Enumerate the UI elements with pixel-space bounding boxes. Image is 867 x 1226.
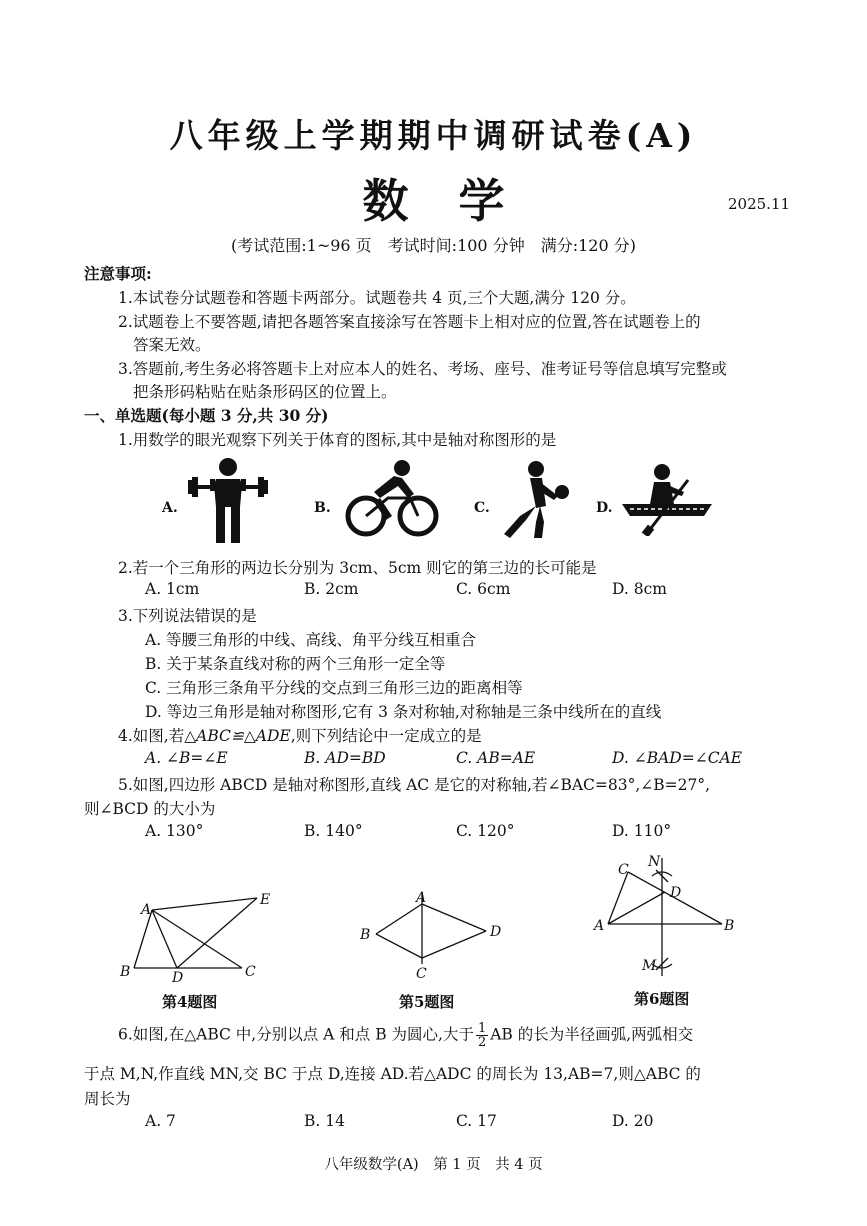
fig6-point-label: A bbox=[594, 918, 605, 934]
q1-label-b: B. bbox=[314, 500, 331, 516]
fig4-point-label: D bbox=[172, 970, 184, 984]
q2-option-c: C. 6cm bbox=[456, 580, 511, 598]
figure-5-caption: 第5题图 bbox=[399, 993, 455, 1011]
q5-stem-line1: 5.如图,四边形 ABCD 是轴对称图形,直线 AC 是它的对称轴,若∠BAC=83°,∠B=27°, bbox=[118, 776, 711, 794]
volleyball-icon bbox=[496, 460, 576, 540]
q3-option-a: A. 等腰三角形的中线、高线、角平分线互相重合 bbox=[145, 631, 477, 649]
fraction-denominator: 2 bbox=[477, 1035, 487, 1050]
exam-info: (考试范围:1~96 页 考试时间:100 分钟 满分:120 分) bbox=[231, 236, 636, 255]
note-item: 2.试题卷上不要答题,请把各题答案直接涂写在答题卡上相对应的位置,答在试题卷上的 bbox=[118, 313, 701, 331]
figure-6-diagram bbox=[588, 852, 748, 984]
q6-option-d: D. 20 bbox=[612, 1112, 654, 1130]
q6-stem-line1 bbox=[118, 1022, 693, 1049]
fig6-point-label: M bbox=[642, 958, 657, 974]
fig4-point-label: A bbox=[141, 902, 152, 918]
fig5-point-label: B bbox=[360, 927, 371, 943]
q2-option-a: A. 1cm bbox=[145, 580, 200, 598]
note-item: 3.答题前,考生务必将答题卡上对应本人的姓名、考场、座号、准考证号等信息填写完整或 bbox=[118, 360, 727, 378]
page-footer: 八年级数学(A) 第 1 页 共 4 页 bbox=[324, 1157, 543, 1173]
fig4-point-label: C bbox=[245, 964, 256, 980]
q6-line1-prefix: 6.如图,在△ABC 中,分别以点 A 和点 B 为圆心,大于 bbox=[118, 1025, 474, 1044]
q6-stem-line3: 周长为 bbox=[84, 1090, 131, 1108]
q5-option-d: D. 110° bbox=[612, 822, 672, 840]
fig6-point-label: C bbox=[618, 862, 629, 878]
fraction-numerator: 1 bbox=[477, 1021, 487, 1036]
q6-option-b: B. 14 bbox=[304, 1112, 345, 1130]
fig4-point-label: E bbox=[260, 892, 271, 908]
rowing-icon bbox=[618, 462, 716, 536]
note-item: 把条形码粘贴在贴条形码区的位置上。 bbox=[133, 383, 397, 401]
q5-option-a: A. 130° bbox=[145, 822, 204, 840]
q1-label-c: C. bbox=[474, 500, 490, 516]
q6-stem-line2: 于点 M,N,作直线 MN,交 BC 于点 D,连接 AD.若△ADC 的周长为 13,AB=7,则△ABC 的 bbox=[84, 1065, 701, 1083]
q5-option-b: B. 140° bbox=[304, 822, 363, 840]
notes-heading: 注意事项: bbox=[84, 264, 152, 283]
fig5-point-label: D bbox=[490, 924, 502, 940]
figure-6-caption: 第6题图 bbox=[634, 990, 690, 1008]
q6-fraction bbox=[476, 1022, 488, 1049]
q2-option-d: D. 8cm bbox=[612, 580, 667, 598]
q5-option-c: C. 120° bbox=[456, 822, 515, 840]
q4-stem-suffix: ,则下列结论中一定成立的是 bbox=[290, 727, 482, 745]
weightlifting-icon bbox=[188, 455, 268, 545]
q3-option-b: B. 关于某条直线对称的两个三角形一定全等 bbox=[145, 655, 446, 673]
fig4-point-label: B bbox=[120, 964, 131, 980]
exam-title: 八年级上学期期中调研试卷(A) bbox=[169, 116, 698, 155]
fig5-point-label: A bbox=[416, 890, 427, 906]
q4-stem bbox=[118, 724, 482, 746]
q1-stem: 1.用数学的眼光观察下列关于体育的图标,其中是轴对称图形的是 bbox=[118, 431, 557, 449]
fig6-point-label: D bbox=[670, 885, 682, 901]
q4-option-c: C. AB=AE bbox=[456, 749, 536, 767]
fig5-point-label: C bbox=[416, 966, 427, 982]
q1-label-a: A. bbox=[162, 500, 178, 516]
q6-option-c: C. 17 bbox=[456, 1112, 497, 1130]
q4-option-b: B. AD=BD bbox=[304, 749, 386, 767]
q4-stem-prefix: 4.如图,若 bbox=[118, 727, 185, 745]
q4-congruence: △ABC≌△ADE bbox=[184, 727, 291, 745]
q2-stem: 2.若一个三角形的两边长分别为 3cm、5cm 则它的第三边的长可能是 bbox=[118, 559, 597, 577]
q2-option-b: B. 2cm bbox=[304, 580, 359, 598]
q3-option-d: D. 等边三角形是轴对称图形,它有 3 条对称轴,对称轴是三条中线所在的直线 bbox=[145, 703, 662, 721]
q1-label-d: D. bbox=[596, 500, 613, 516]
subject-title: 数学 bbox=[362, 174, 555, 228]
figure-4-caption: 第4题图 bbox=[162, 993, 218, 1011]
note-item: 1.本试卷分试题卷和答题卡两部分。试题卷共 4 页,三个大题,满分 120 分。 bbox=[118, 289, 636, 307]
cycling-icon bbox=[344, 458, 440, 540]
exam-date: 2025.11 bbox=[728, 195, 791, 213]
q4-option-a: A. ∠B=∠E bbox=[145, 749, 228, 767]
figure-4-diagram bbox=[112, 888, 282, 984]
q4-option-d: D. ∠BAD=∠CAE bbox=[612, 749, 743, 767]
note-item: 答案无效。 bbox=[133, 336, 211, 354]
fig6-point-label: B bbox=[724, 918, 735, 934]
section-heading: 一、单选题(每小题 3 分,共 30 分) bbox=[84, 406, 329, 425]
q3-option-c: C. 三角形三条角平分线的交点到三角形三边的距离相等 bbox=[145, 679, 523, 697]
figure-5-diagram bbox=[356, 886, 506, 982]
q3-stem: 3.下列说法错误的是 bbox=[118, 607, 257, 625]
fig6-point-label: N bbox=[648, 854, 661, 870]
q5-stem-line2: 则∠BCD 的大小为 bbox=[84, 800, 216, 818]
q6-option-a: A. 7 bbox=[145, 1112, 176, 1130]
q6-line1-suffix: AB 的长为半径画弧,两弧相交 bbox=[490, 1025, 694, 1044]
